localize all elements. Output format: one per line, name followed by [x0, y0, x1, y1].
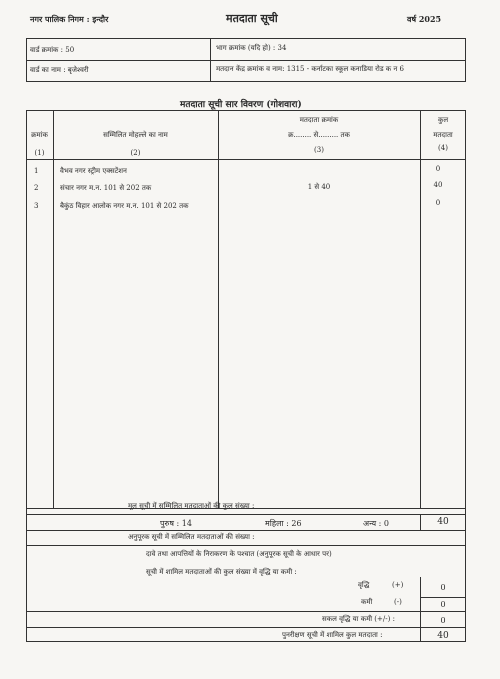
info-column-divider [210, 38, 211, 82]
increase-sign: (+) [392, 581, 404, 589]
header-locality-number: (2) [130, 149, 141, 157]
row-locality: वैभव नगर स्ट्रीम एक्सटेंशन [60, 167, 127, 175]
net-change-value: 0 [440, 616, 446, 625]
increase-divider [420, 597, 466, 598]
row-sno: 1 [34, 167, 39, 175]
male-count: पुरुष : 14 [160, 519, 192, 528]
header-total-sub: मतदाता [433, 131, 453, 139]
other-count: अन्य : 0 [363, 519, 389, 528]
document-title: मतदाता सूची [226, 12, 278, 25]
claims-row-top [26, 545, 466, 546]
ward-name: वार्ड का नाम : बृजेश्वरी [30, 66, 89, 74]
supplementary-label: अनुपूरक सूची में सम्मिलित मतदाताओं की संख्या : [128, 533, 255, 541]
column-divider-2 [218, 110, 219, 508]
row-total: 0 [435, 199, 441, 207]
part-number: भाग क्रमांक (यदि हो) : 34 [216, 44, 287, 52]
table-header-divider [26, 159, 466, 160]
main-total: 40 [437, 517, 449, 527]
header-sno-number: (1) [34, 149, 45, 157]
header-sno: क्रमांक [31, 131, 48, 139]
female-count: महिला : 26 [265, 519, 302, 528]
revised-total-label: पुनरीक्षण सूची में शामिल कुल मतदाता : [282, 631, 383, 639]
header-total: कुल [437, 116, 449, 124]
header-voter-range: मतदाता क्रमांक [299, 116, 339, 124]
ward-number: वार्ड क्रमांक : 50 [30, 46, 75, 54]
row-total: 0 [435, 165, 441, 173]
increase-value: 0 [440, 583, 446, 592]
info-divider [26, 60, 466, 61]
polling-booth: मतदान केंद्र क्रमांक व नाम: 1315 - कर्नाटका स्कूल कनाडिया रोड क न 6 [216, 65, 404, 73]
claims-line-2: सूची में शामिल मतदाताओं की कुल संख्या में वृद्धि या कमी : [146, 568, 297, 576]
revised-row-top [26, 627, 466, 628]
header-total-number: (4) [438, 144, 448, 152]
increase-label: वृद्धि [358, 581, 370, 589]
revised-total-value: 40 [437, 631, 449, 641]
header-voter-range-sub: क्र........ से......... तक [288, 131, 350, 139]
column-divider-1 [53, 110, 54, 508]
corporation-name: नगर पालिक निगम : इन्दौर [30, 14, 109, 24]
row-sno: 3 [34, 202, 39, 210]
header-locality: सम्मिलित मोहल्ले का नाम [103, 131, 168, 139]
supp-row-top [26, 530, 466, 531]
year-label: वर्ष 2025 [407, 14, 442, 24]
net-row-top [26, 611, 466, 612]
row-sno: 2 [34, 184, 39, 192]
header-voter-range-number: (3) [314, 146, 324, 154]
row-total: 40 [433, 181, 443, 189]
decrease-label: कमी [361, 598, 373, 606]
net-change-label: सकल वृद्धि या कमी (+/-) : [322, 615, 395, 623]
decrease-value: 0 [440, 600, 446, 609]
gender-row-top [26, 514, 466, 515]
row-locality: बैकुंठ विहार आलोक नगर म.न. 101 से 202 तक [60, 202, 189, 210]
row-locality: संचार नगर म.न. 101 से 202 तक [60, 184, 152, 192]
main-list-label: मूल सूची में सम्मिलित मतदाताओं की कुल संख्या : [128, 502, 255, 510]
row-range: 1 से 40 [307, 183, 331, 191]
decrease-sign: (-) [394, 598, 402, 606]
summary-title: मतदाता सूची सार विवरण (गोशवारा) [180, 100, 302, 110]
claims-line-1: दावे तथा आपत्तियों के निराकरण के पश्चात (अनुपूरक सूची के आधार पर) [146, 550, 332, 558]
